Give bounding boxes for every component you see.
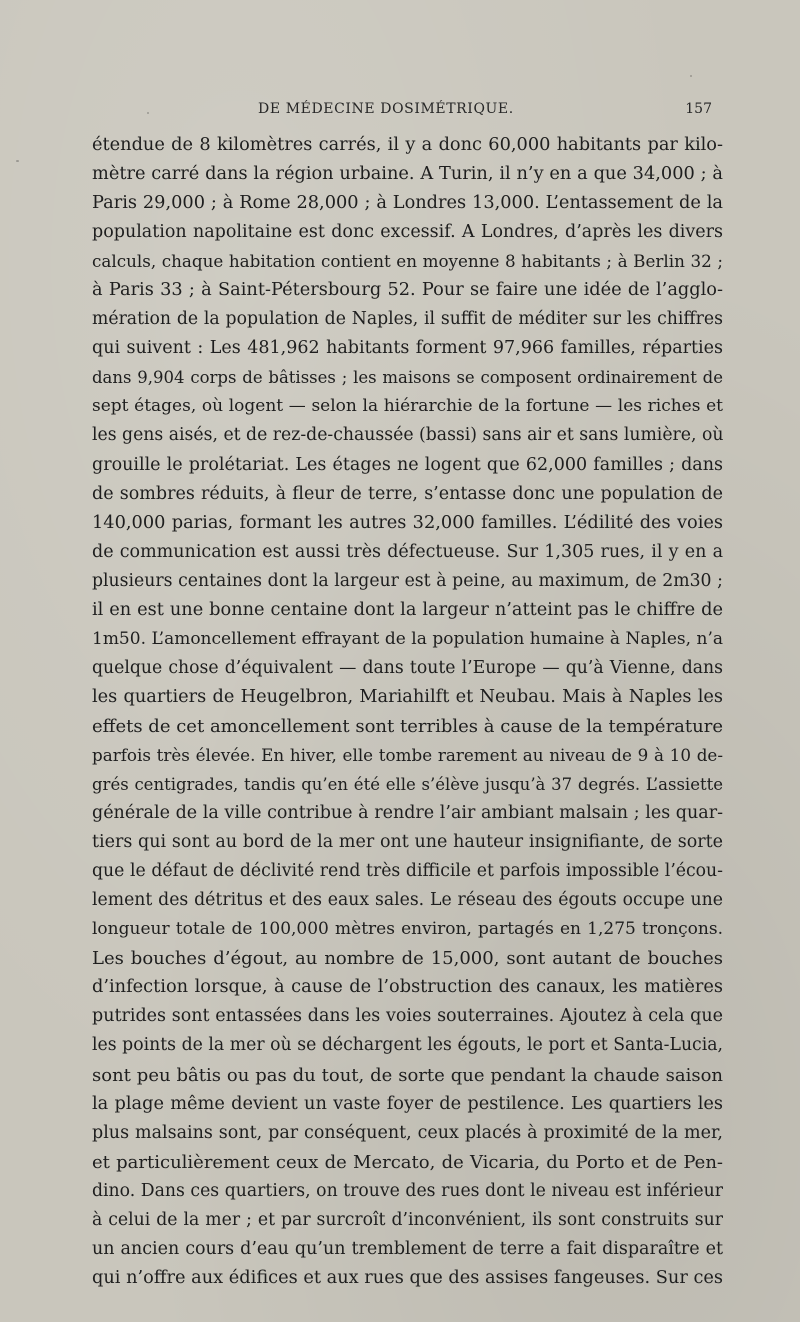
text-line: Paris 29,000 ; à Rome 28,000 ; à Londres 13,000. L’entassement de la	[92, 193, 723, 214]
body-text	[92, 131, 723, 1293]
text-line: Les bouches d’égout, au nombre de 15,000, sont autant de bouches	[92, 948, 723, 970]
text-line: effets de cet amoncellement sont terribles à cause de la température	[92, 715, 723, 737]
text-line: plus malsains sont, par conséquent, ceux placés à proximité de la mer,	[92, 1122, 723, 1143]
text-line: étendue de 8 kilomètres carrés, il y a donc 60,000 habitants par kilo-	[92, 135, 723, 155]
text-line: la plage même devient un vaste foyer de pestilence. Les quartiers les	[92, 1093, 723, 1114]
text-line: mètre carré dans la région urbaine. A Turin, il n’y en a que 34,000 ; à	[92, 164, 723, 185]
text-line: les quartiers de Heugelbron, Mariahilft et Neubau. Mais à Naples les	[92, 686, 723, 707]
text-line: et particulièrement ceux de Mercato, de Vicaria, du Porto et de Pen-	[92, 1151, 723, 1173]
text-line: un ancien cours d’eau qu’un tremblement de terre a fait disparaître et	[92, 1238, 723, 1259]
text-line: putrides sont entassées dans les voies souterraines. Ajoutez à cela que	[92, 1006, 723, 1027]
text-line: générale de la ville contribue à rendre l’air ambiant malsain ; les quar-	[92, 803, 723, 824]
text-line: sont peu bâtis ou pas du tout, de sorte que pendant la chaude saison	[92, 1064, 723, 1086]
text-line: calculs, chaque habitation contient en moyenne 8 habitants ; à Berlin 32 ;	[92, 251, 723, 272]
text-line: lement des détritus et des eaux sales. Le réseau des égouts occupe une	[92, 890, 723, 911]
text-line: dino. Dans ces quartiers, on trouve des rues dont le niveau est inférieur	[92, 1180, 723, 1201]
text-line: dans 9,904 corps de bâtisses ; les maisons se composent ordinairement de	[92, 368, 723, 388]
text-line: parfois très élevée. En hiver, elle tombe rarement au niveau de 9 à 10 de-	[92, 744, 723, 765]
text-line: longueur totale de 100,000 mètres environ, partagés en 1,275 tronçons.	[92, 919, 723, 940]
paper-speck	[147, 112, 149, 114]
text-line: qui n’offre aux édifices et aux rues que des assises fangeuses. Sur ces	[92, 1267, 724, 1288]
text-line: quelque chose d’équivalent — dans toute l’Europe — qu’à Vienne, dans	[92, 657, 723, 678]
text-line: grouille le prolétariat. Les étages ne logent que 62,000 familles ; dans	[92, 454, 723, 475]
running-title: DE MÉDECINE DOSIMÉTRIQUE.	[258, 101, 514, 117]
text-line: d’infection lorsque, à cause de l’obstruction des canaux, les matières	[92, 977, 723, 998]
text-line: plusieurs centaines dont la largeur est à peine, au maximum, de 2m30 ;	[92, 570, 723, 591]
paper-speck	[16, 160, 19, 162]
text-line: de sombres réduits, à fleur de terre, s’entasse donc une population de	[92, 483, 723, 504]
page-number: 157	[685, 101, 712, 117]
text-line: 1m50. L’amoncellement effrayant de la population humaine à Naples, n’a	[92, 628, 723, 649]
text-line: de communication est aussi très défectueuse. Sur 1,305 rues, il y en a	[92, 541, 723, 562]
text-line: grés centigrades, tandis qu’en été elle s’élève jusqu’à 37 degrés. L’assiette	[92, 775, 723, 795]
text-line: à Paris 33 ; à Saint-Pétersbourg 52. Pour se faire une idée de l’agglo-	[92, 280, 723, 301]
text-line: mération de la population de Naples, il suffit de méditer sur les chiffres	[92, 309, 723, 330]
text-line: qui suivent : Les 481,962 habitants forment 97,966 familles, réparties	[92, 338, 723, 359]
text-line: que le défaut de déclivité rend très difficile et parfois impossible l’écou-	[92, 861, 723, 882]
paper-speck	[690, 75, 692, 77]
text-line: les gens aisés, et de rez-de-chaussée (bassi) sans air et sans lumière, où	[92, 425, 724, 446]
text-line: population napolitaine est donc excessif. A Londres, d’après les divers	[92, 222, 723, 243]
running-head	[0, 101, 800, 125]
text-line: sept étages, où logent — selon la hiérarchie de la fortune — les riches et	[92, 396, 723, 417]
text-line: à celui de la mer ; et par surcroît d’inconvénient, ils sont construits sur	[92, 1209, 723, 1230]
text-line: tiers qui sont au bord de la mer ont une hauteur insignifiante, de sorte	[92, 832, 723, 853]
text-line: il en est une bonne centaine dont la largeur n’atteint pas le chiffre de	[92, 599, 723, 620]
text-line: les points de la mer où se déchargent les égouts, le port et Santa-Lucia,	[92, 1035, 723, 1056]
text-line: 140,000 parias, formant les autres 32,000 familles. L’édilité des voies	[92, 512, 723, 533]
